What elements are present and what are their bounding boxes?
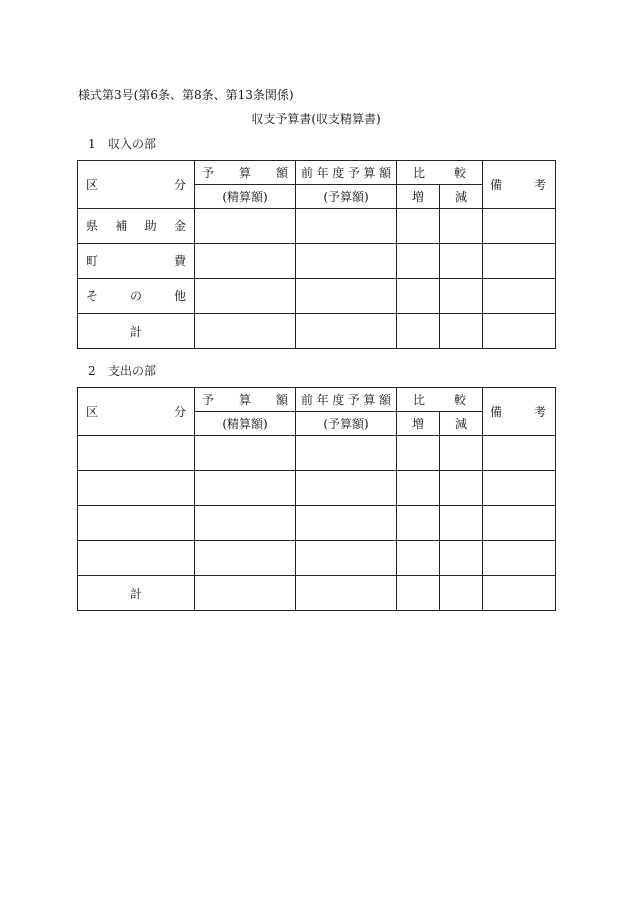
- income-section-number: 1: [88, 137, 96, 151]
- increase-cell[interactable]: [397, 471, 440, 506]
- income-table: [77, 160, 556, 349]
- header-prev-year: 前 年 度 予 算 額: [296, 388, 397, 412]
- increase-cell[interactable]: [397, 576, 440, 611]
- increase-cell[interactable]: [397, 279, 440, 314]
- header-prev-year: 前 年 度 予 算 額: [296, 161, 397, 185]
- expense-total-label: 計: [78, 576, 195, 611]
- header-comparison: 比 較: [397, 161, 483, 185]
- prev-year-cell[interactable]: [296, 506, 397, 541]
- header-budget-sub: (精算額): [195, 185, 296, 209]
- remarks-cell[interactable]: [483, 209, 556, 244]
- income-section-label: 収入の部: [108, 137, 157, 151]
- budget-cell[interactable]: [195, 244, 296, 279]
- decrease-cell[interactable]: [440, 279, 483, 314]
- header-prev-year-sub: (予算額): [296, 412, 397, 436]
- income-section-title: [88, 135, 156, 152]
- remarks-cell[interactable]: [483, 244, 556, 279]
- expense-item-cell[interactable]: [78, 436, 195, 471]
- budget-cell[interactable]: [195, 314, 296, 349]
- form-number-label: 様式第3号(第6条、第8条、第13条関係): [78, 88, 294, 102]
- expense-section-label: 支出の部: [108, 364, 157, 378]
- expense-item-cell[interactable]: [78, 471, 195, 506]
- decrease-cell[interactable]: [440, 471, 483, 506]
- income-item-prefectural-subsidy: 県 補 助 金: [78, 209, 195, 244]
- header-decrease: 減: [440, 412, 483, 436]
- category-label: 区 分: [86, 177, 186, 192]
- total-row: [78, 314, 556, 349]
- expense-item-cell[interactable]: [78, 541, 195, 576]
- header-decrease: 減: [440, 185, 483, 209]
- budget-cell[interactable]: [195, 471, 296, 506]
- expense-section-title: [88, 362, 156, 379]
- increase-cell[interactable]: [397, 506, 440, 541]
- decrease-cell[interactable]: [440, 576, 483, 611]
- header-category: [78, 388, 195, 436]
- remarks-cell[interactable]: [483, 506, 556, 541]
- header-budget-sub: (精算額): [195, 412, 296, 436]
- prev-year-cell[interactable]: [296, 576, 397, 611]
- header-budget: 予 算 額: [195, 388, 296, 412]
- budget-cell[interactable]: [195, 576, 296, 611]
- expense-item-cell[interactable]: [78, 506, 195, 541]
- header-increase: 増: [397, 185, 440, 209]
- remarks-cell[interactable]: [483, 436, 556, 471]
- decrease-cell[interactable]: [440, 506, 483, 541]
- table-row: [78, 209, 556, 244]
- increase-cell[interactable]: [397, 314, 440, 349]
- income-item-town-expense: 町 費: [78, 244, 195, 279]
- prev-year-cell[interactable]: [296, 436, 397, 471]
- total-row: [78, 576, 556, 611]
- category-label: 区 分: [86, 404, 186, 419]
- table-row: [78, 436, 556, 471]
- table-row: [78, 471, 556, 506]
- prev-year-cell[interactable]: [296, 244, 397, 279]
- prev-year-cell[interactable]: [296, 314, 397, 349]
- budget-cell[interactable]: [195, 209, 296, 244]
- increase-cell[interactable]: [397, 436, 440, 471]
- table-row: [78, 541, 556, 576]
- header-prev-year-sub: (予算額): [296, 185, 397, 209]
- header-increase: 増: [397, 412, 440, 436]
- expense-section-number: 2: [88, 364, 96, 378]
- decrease-cell[interactable]: [440, 436, 483, 471]
- expense-table: [77, 387, 556, 611]
- header-comparison: 比 較: [397, 388, 483, 412]
- document-title: 収支予算書(収支精算書): [251, 112, 381, 126]
- table-row: [78, 244, 556, 279]
- increase-cell[interactable]: [397, 244, 440, 279]
- increase-cell[interactable]: [397, 541, 440, 576]
- decrease-cell[interactable]: [440, 244, 483, 279]
- remarks-cell[interactable]: [483, 314, 556, 349]
- decrease-cell[interactable]: [440, 541, 483, 576]
- table-row: [78, 506, 556, 541]
- header-remarks: 備 考: [483, 388, 556, 436]
- remarks-cell[interactable]: [483, 279, 556, 314]
- table-row: [78, 279, 556, 314]
- header-remarks: 備 考: [483, 161, 556, 209]
- increase-cell[interactable]: [397, 209, 440, 244]
- remarks-cell[interactable]: [483, 576, 556, 611]
- prev-year-cell[interactable]: [296, 541, 397, 576]
- header-budget: 予 算 額: [195, 161, 296, 185]
- decrease-cell[interactable]: [440, 209, 483, 244]
- budget-cell[interactable]: [195, 279, 296, 314]
- prev-year-cell[interactable]: [296, 209, 397, 244]
- budget-cell[interactable]: [195, 506, 296, 541]
- budget-cell[interactable]: [195, 541, 296, 576]
- prev-year-cell[interactable]: [296, 471, 397, 506]
- header-category: [78, 161, 195, 209]
- remarks-cell[interactable]: [483, 541, 556, 576]
- budget-cell[interactable]: [195, 436, 296, 471]
- prev-year-cell[interactable]: [296, 279, 397, 314]
- income-total-label: 計: [78, 314, 195, 349]
- decrease-cell[interactable]: [440, 314, 483, 349]
- income-item-other: そ の 他: [78, 279, 195, 314]
- remarks-cell[interactable]: [483, 471, 556, 506]
